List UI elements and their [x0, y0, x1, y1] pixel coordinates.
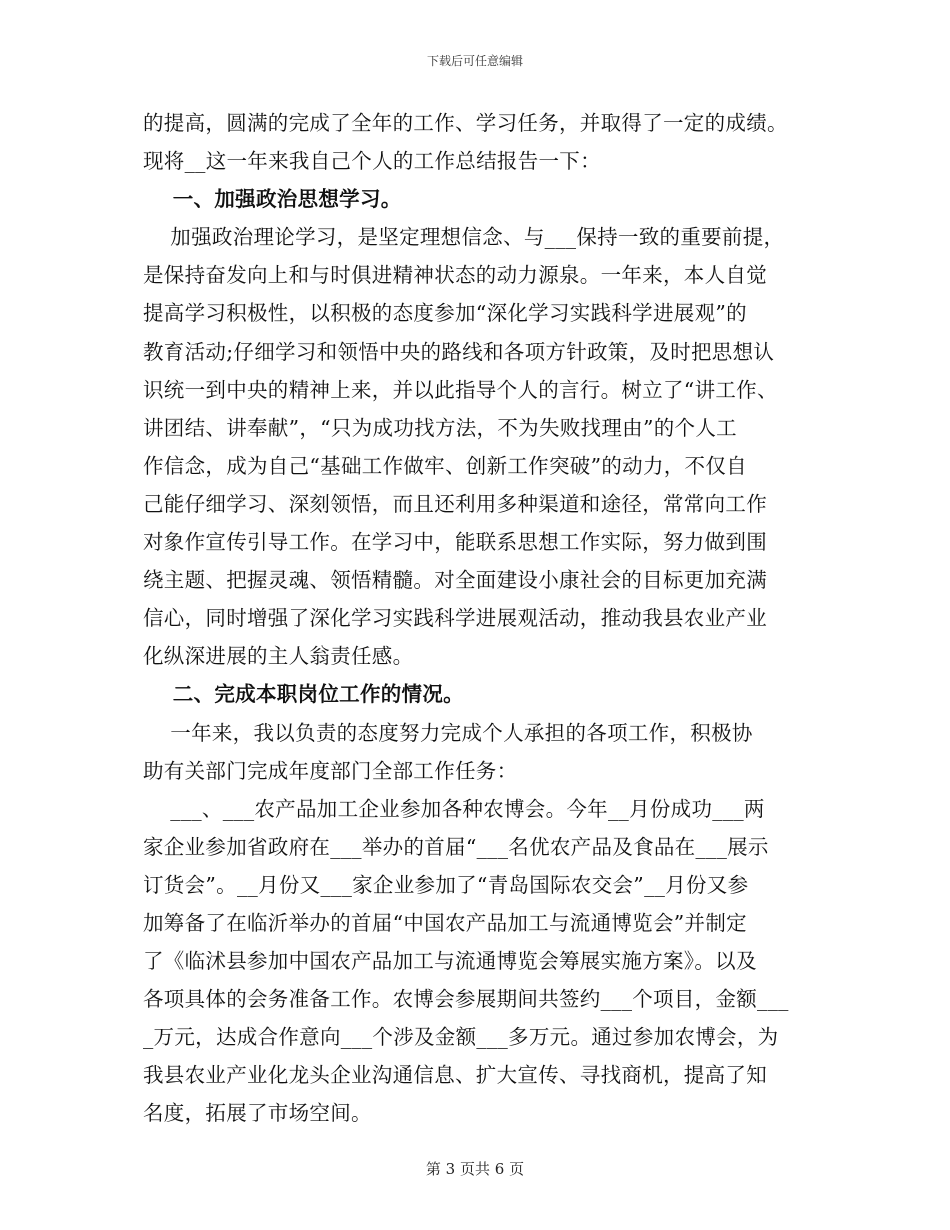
- body-line: 各项具体的会务准备工作。农博会参展期间共签约___个项目，金额___: [143, 987, 789, 1012]
- body-line: 作信念，成为自己“基础工作做牢、创新工作突破”的动力，不仅自: [143, 453, 747, 478]
- section-heading-1: 一、加强政治思想学习。: [143, 187, 402, 212]
- body-line: 提高学习积极性，以积极的态度参加“深化学习实践科学进展观”的: [143, 301, 747, 326]
- body-line: 现将__这一年来我自己个人的工作总结报告一下：: [143, 149, 601, 174]
- body-line: 名度，拓展了市场空间。: [143, 1101, 372, 1126]
- body-line: 是保持奋发向上和与时俱进精神状态的动力源泉。一年来，本人自觉: [143, 263, 767, 288]
- body-line: ___、___农产品加工企业参加各种农博会。今年__月份成功___两: [143, 796, 765, 821]
- body-line: 己能仔细学习、深刻领悟，而且还利用多种渠道和途径，常常向工作: [143, 491, 767, 516]
- body-line: 的提高，圆满的完成了全年的工作、学习任务，并取得了一定的成绩。: [143, 111, 788, 135]
- body-line: 加筹备了在临沂举办的首届“中国农产品加工与流通博览会”并制定: [143, 910, 747, 935]
- document-body: [143, 104, 823, 1133]
- body-line: 讲团结、讲奉献”，“只为成功找方法，不为失败找理由”的个人工: [143, 415, 737, 440]
- body-line: 家企业参加省政府在___举办的首届“___名优农产品及食品在___展示: [143, 834, 769, 859]
- body-line: 订货会”。__月份又___家企业参加了“青岛国际农交会”__月份又参: [143, 872, 749, 897]
- body-line: 我县农业产业化龙头企业沟通信息、扩大宣传、寻找商机，提高了知: [143, 1063, 767, 1088]
- body-line: 一年来，我以负责的态度努力完成个人承担的各项工作，积极协: [143, 720, 753, 745]
- body-line: 教育活动;仔细学习和领悟中央的路线和各项方针政策，及时把思想认: [143, 339, 775, 364]
- body-line: 加强政治理论学习，是坚定理想信念、与___保持一致的重要前提，: [143, 225, 785, 250]
- body-line: 绕主题、把握灵魂、领悟精髓。对全面建设小康社会的目标更加充满: [143, 568, 767, 593]
- body-line: 对象作宣传引导工作。在学习中，能联系思想工作实际，努力做到围: [143, 530, 767, 555]
- body-line: 助有关部门完成年度部门全部工作任务：: [143, 758, 518, 783]
- body-line: 信心，同时增强了深化学习实践科学进展观活动，推动我县农业产业: [143, 606, 767, 631]
- body-line: _万元，达成合作意向___个涉及金额___多万元。通过参加农博会，为: [143, 1025, 779, 1050]
- body-line: 了《临沭县参加中国农产品加工与流通博览会筹展实施方案》。以及: [143, 949, 757, 974]
- body-line: 化纵深进展的主人翁责任感。: [143, 644, 414, 669]
- body-line: 识统一到中央的精神上来，并以此指导个人的言行。树立了“讲工作、: [143, 377, 778, 402]
- page-number: 第 3 页共 6 页: [425, 1160, 525, 1178]
- page-header: 下载后可任意编辑: [426, 54, 523, 68]
- section-heading-2: 二、完成本职岗位工作的情况。: [143, 682, 464, 707]
